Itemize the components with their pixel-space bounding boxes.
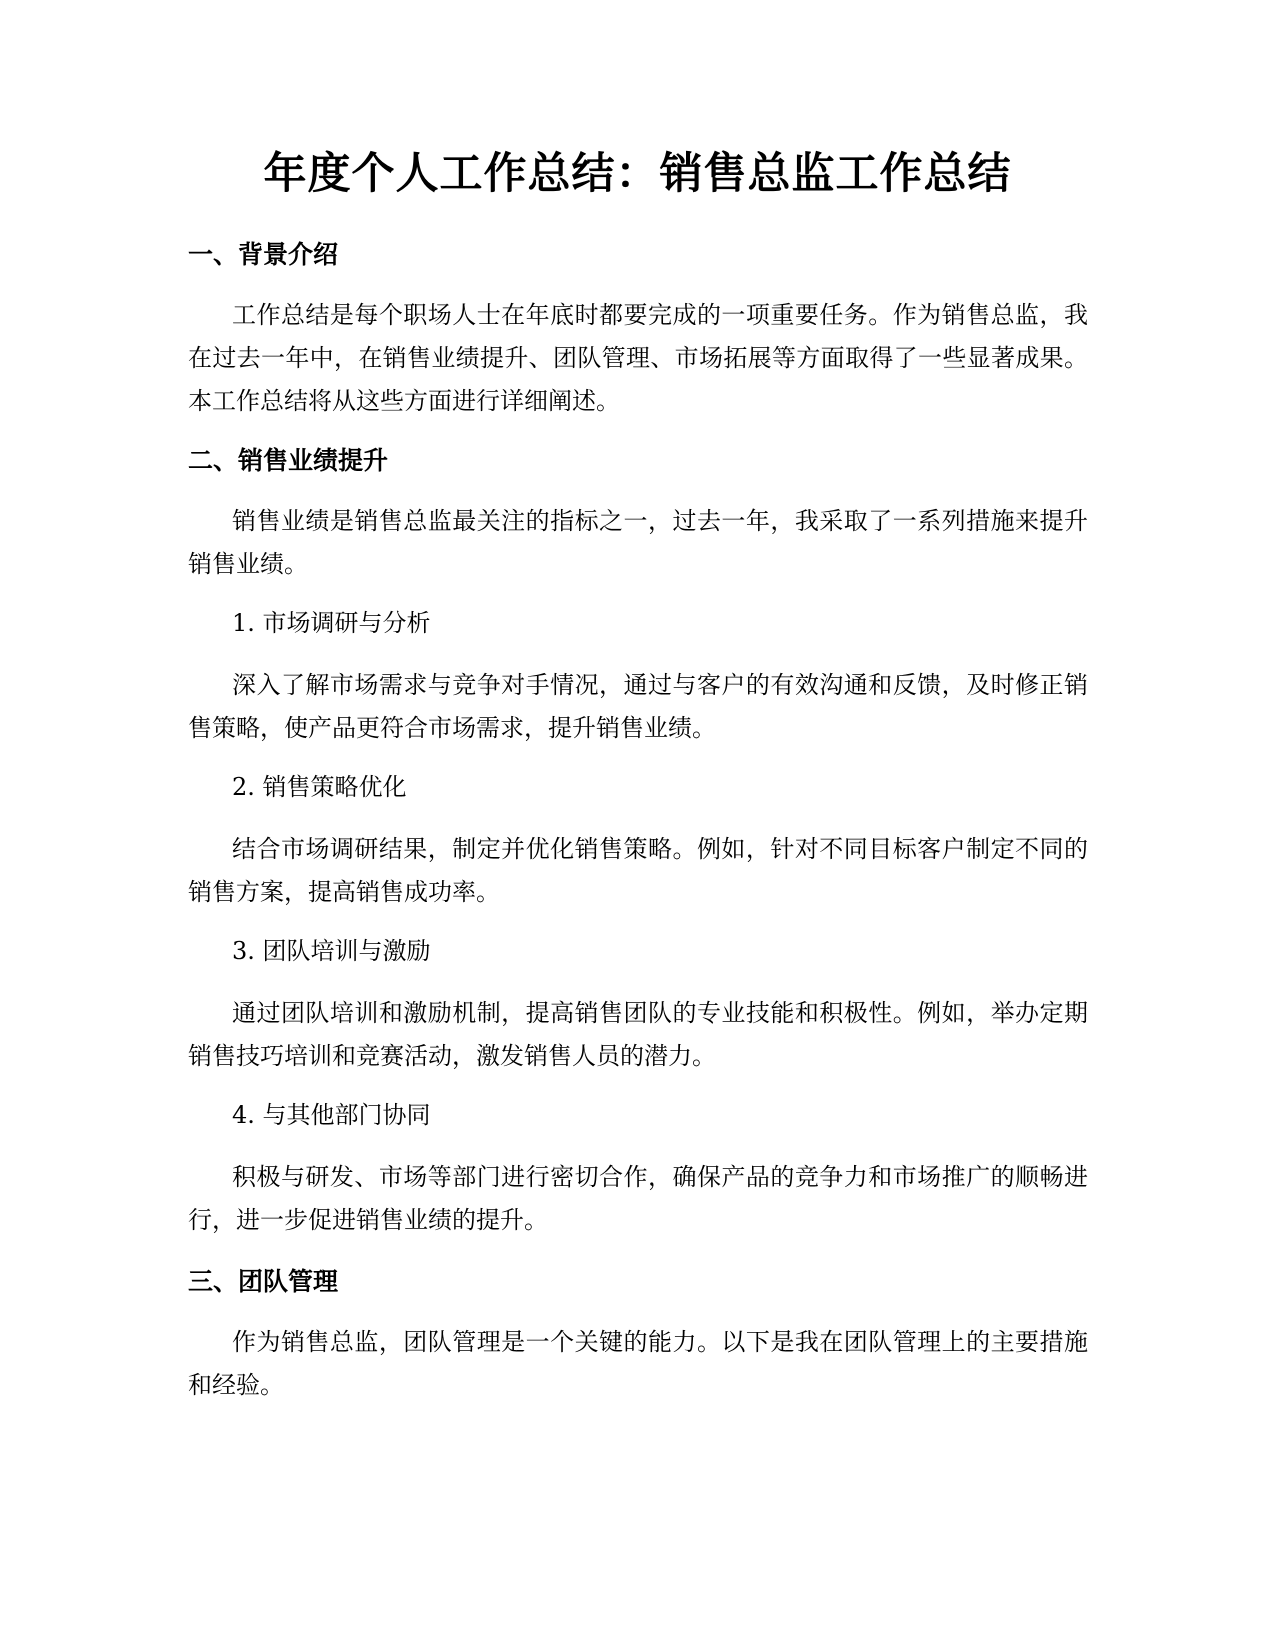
section-heading-background: 一、背景介绍 [188,240,339,269]
list-item-text: 结合市场调研结果，制定并优化销售策略。例如，针对不同目标客户制定不同的销售方案，提高销售成功率。 [188,835,1088,906]
list-item-label: 3. 团队培训与激励 [232,937,431,965]
list-item-text: 积极与研发、市场等部门进行密切合作，确保产品的竞争力和市场推广的顺畅进行，进一步促进销售业绩的提升。 [188,1163,1088,1234]
paragraph-sales-intro: 销售业绩是销售总监最关注的指标之一，过去一年，我采取了一系列措施来提升销售业绩。 [188,507,1088,578]
list-item-label: 1. 市场调研与分析 [232,609,431,637]
list-item-label: 4. 与其他部门协同 [232,1101,431,1129]
section-heading-team-management: 三、团队管理 [188,1267,339,1296]
list-item-text: 深入了解市场需求与竞争对手情况，通过与客户的有效沟通和反馈，及时修正销售策略，使产品更符合市场需求，提升销售业绩。 [188,671,1088,742]
list-item-label: 2. 销售策略优化 [232,773,407,801]
section-heading-sales-performance: 二、销售业绩提升 [188,446,389,475]
paragraph-background: 工作总结是每个职场人士在年底时都要完成的一项重要任务。作为销售总监，我在过去一年中，在销售业绩提升、团队管理、市场拓展等方面取得了一些显著成果。本工作总结将从这些方面进行详细阐述。 [188,301,1088,415]
list-item-text: 通过团队培训和激励机制，提高销售团队的专业技能和积极性。例如，举办定期销售技巧培训和竞赛活动，激发销售人员的潜力。 [188,999,1088,1070]
document-title: 年度个人工作总结：销售总监工作总结 [263,149,1012,199]
paragraph-team-management: 作为销售总监，团队管理是一个关键的能力。以下是我在团队管理上的主要措施和经验。 [188,1328,1088,1399]
